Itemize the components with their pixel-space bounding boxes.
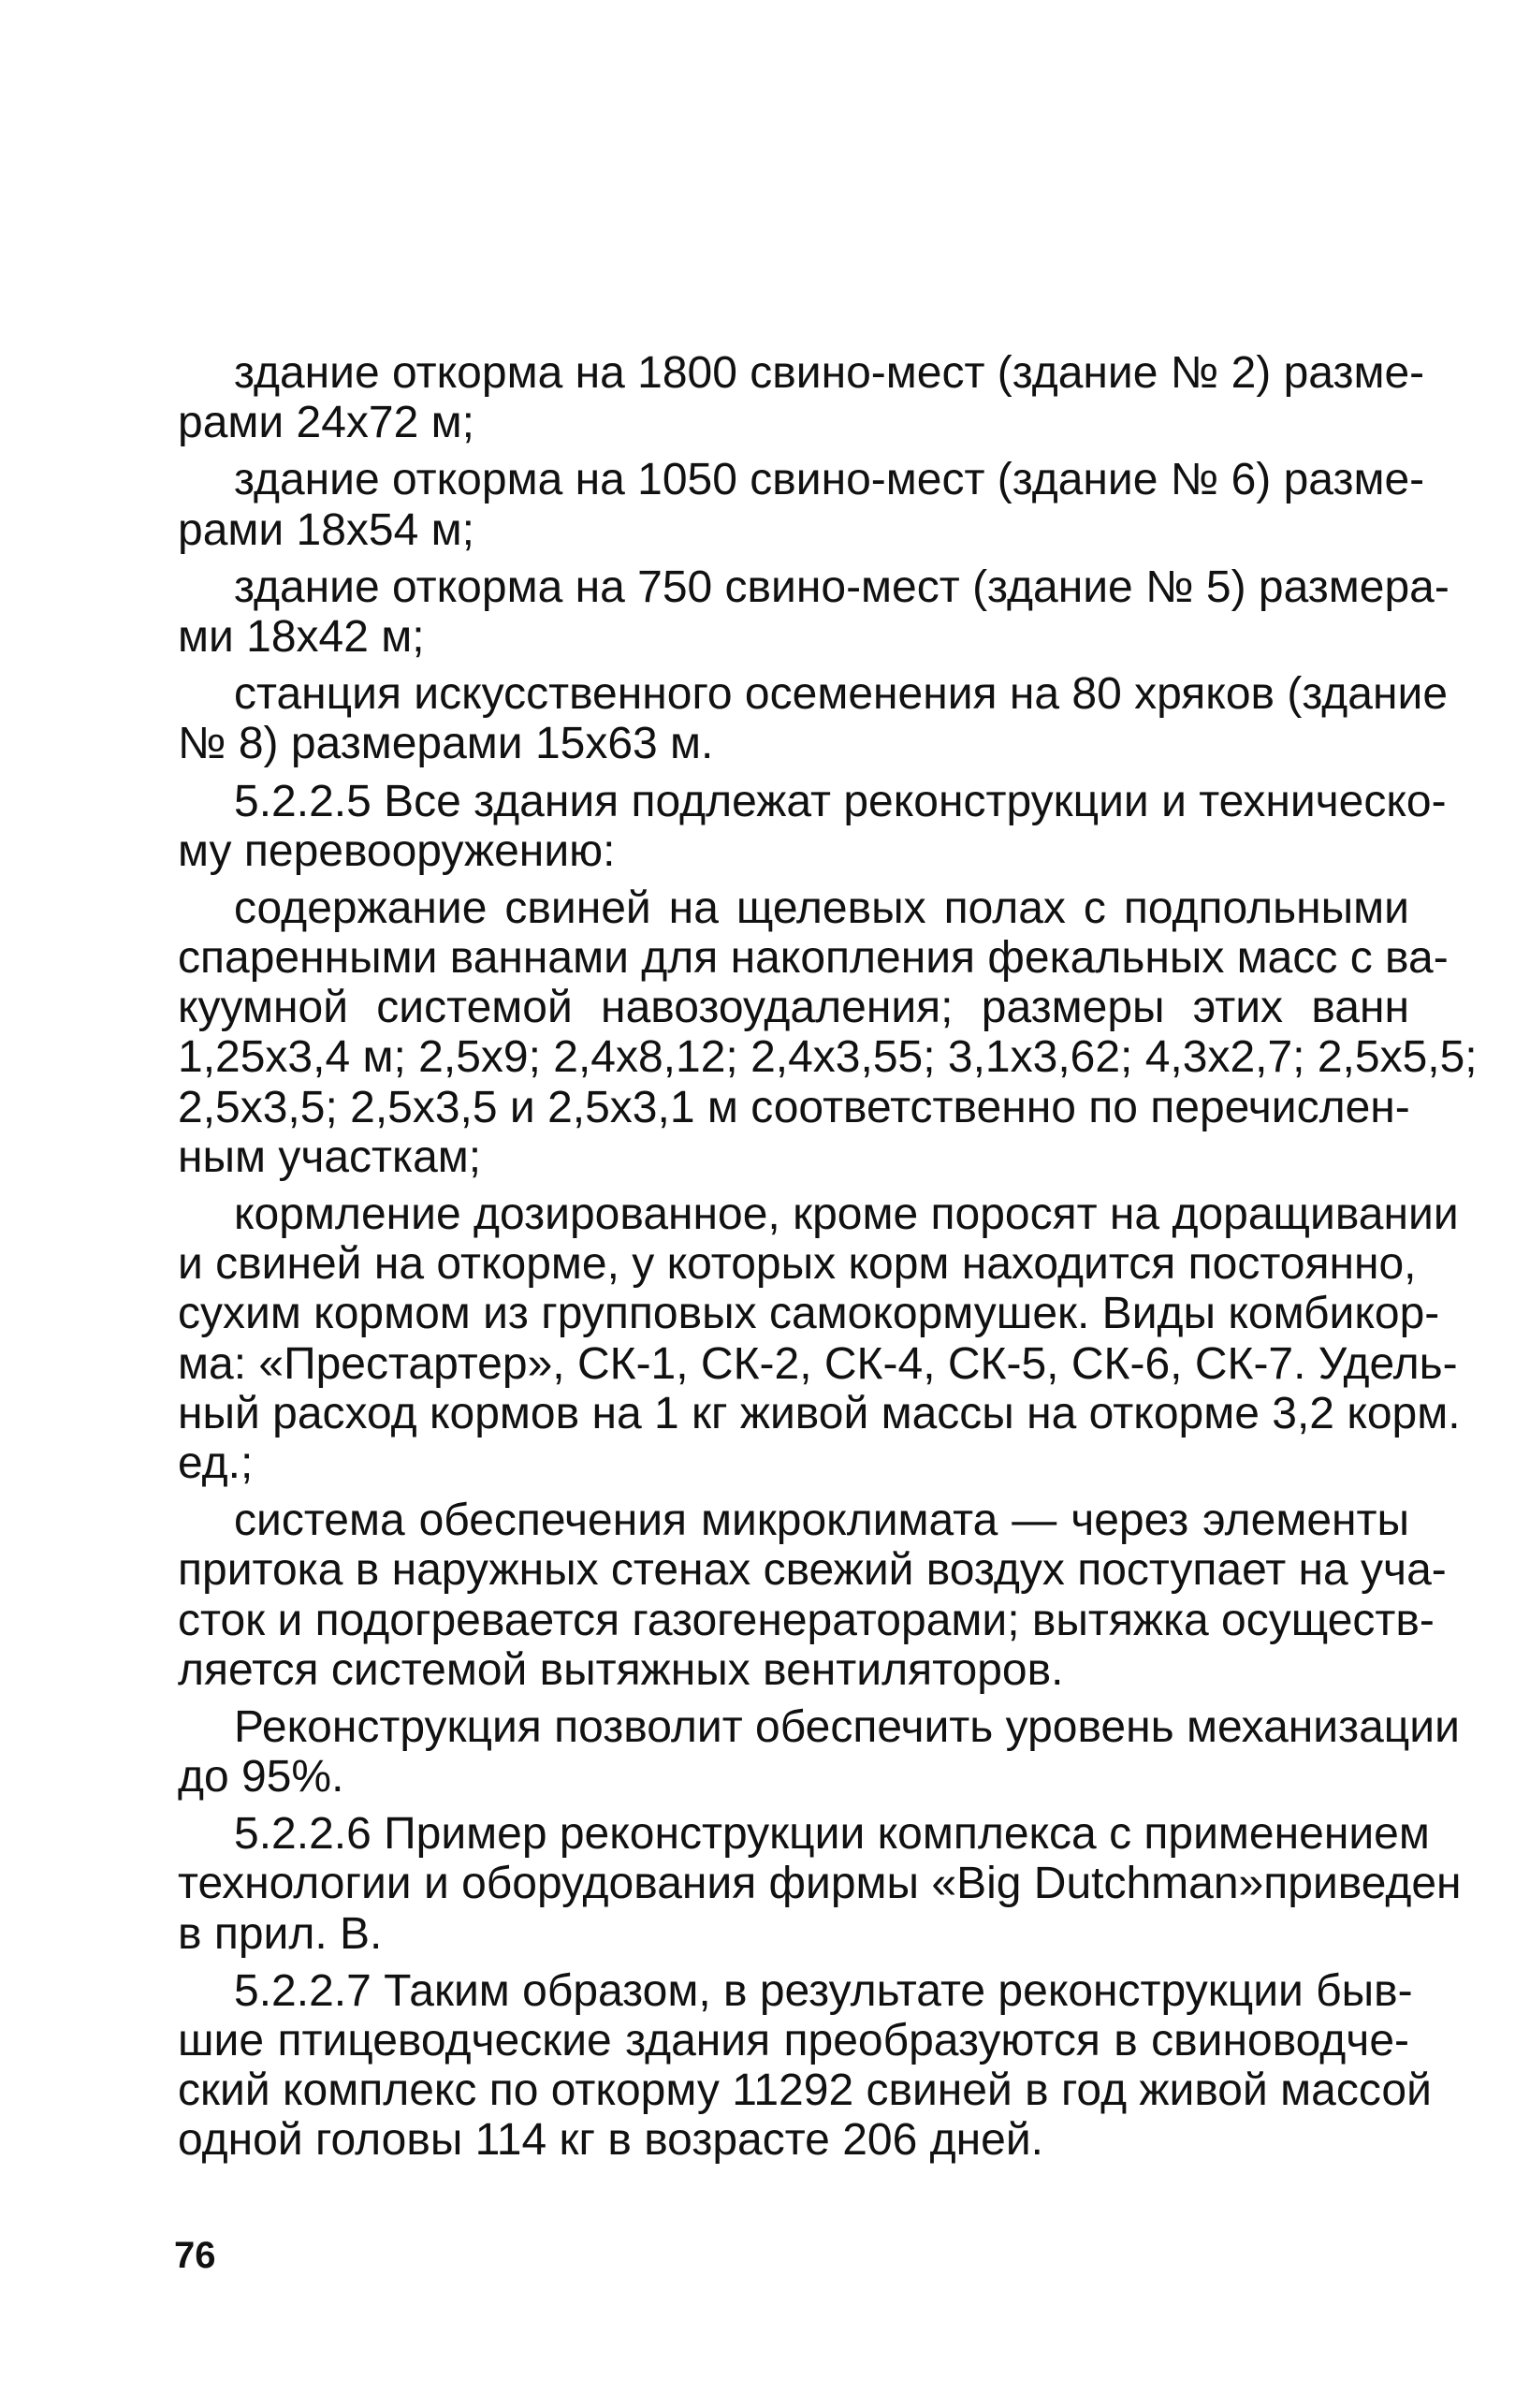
text-line: ляется системой вытяжных вентиляторов.	[178, 1644, 1064, 1695]
page-body	[178, 348, 1478, 2166]
text-line: ным участкам;	[178, 1131, 482, 1182]
paragraph	[178, 776, 1447, 876]
text-line: рами 24х72 м;	[178, 398, 474, 448]
paragraph	[178, 1965, 1432, 2166]
text-line: здание откорма на 1050 свино-мест (здание № 6) разме-	[234, 455, 1425, 505]
text-line: система обеспечения микроклимата — через элементы	[234, 1496, 1409, 1546]
text-line: здание откорма на 750 свино-мест (здание № 5) размера-	[234, 562, 1449, 612]
text-line: му перевооружению:	[178, 825, 616, 876]
text-line: и свиней на откорме, у которых корм находится постоянно,	[178, 1239, 1417, 1290]
text-line: № 8) размерами 15х63 м.	[178, 719, 714, 769]
text-line: одной головы 114 кг в возрасте 206 дней.	[178, 2115, 1043, 2166]
text-line: 1,25х3,4 м; 2,5х9; 2,4х8,12; 2,4х3,55; 3,1х3,62; 4,3х2,7; 2,5х5,5;	[178, 1032, 1478, 1083]
text-line: станция искусственного осеменения на 80 хряков (здание	[234, 669, 1449, 720]
text-line: куумной системой навозоудаления; размеры этих ванн	[178, 983, 1409, 1033]
text-line: Реконструкция позволит обеспечить уровень механизации	[234, 1701, 1460, 1752]
text-line: кормление дозированное, кроме поросят на доращивании	[234, 1189, 1459, 1239]
paragraph	[178, 1809, 1462, 1959]
text-line: сухим кормом из групповых самокормушек. Виды комбикор-	[178, 1289, 1440, 1339]
text-line: сток и подогревается газогенераторами; вытяжка осуществ-	[178, 1595, 1435, 1645]
text-line: до 95%.	[178, 1752, 344, 1802]
text-line: 5.2.2.6 Пример реконструкции комплекса с применением	[234, 1809, 1430, 1860]
text-line: ми 18х42 м;	[178, 611, 425, 662]
paragraph	[178, 1496, 1447, 1695]
text-line: здание откорма на 1800 свино-мест (здание № 2) разме-	[234, 348, 1425, 398]
text-line: 2,5х3,5; 2,5х3,5 и 2,5х3,1 м соответственно по перечислен-	[178, 1082, 1410, 1132]
paragraph	[178, 348, 1425, 448]
text-line: 5.2.2.5 Все здания подлежат реконструкции и техническо-	[234, 776, 1447, 826]
paragraph	[178, 669, 1449, 769]
text-line: шие птицеводческие здания преобразуются в свиноводче-	[178, 2016, 1409, 2065]
text-line: содержание свиней на щелевых полах с подпольными	[234, 883, 1409, 933]
text-line: ед.;	[178, 1438, 254, 1488]
text-line: притока в наружных стенах свежий воздух поступает на уча-	[178, 1545, 1447, 1596]
text-line: спаренными ваннами для накопления фекальных масс с ва-	[178, 933, 1449, 984]
text-line: 5.2.2.7 Таким образом, в результате реконструкции быв-	[234, 1965, 1413, 2016]
text-line: ский комплекс по откорму 11292 свиней в год живой массой	[178, 2065, 1432, 2116]
text-line: технологии и оборудования фирмы «Big Dutchman»приведен	[178, 1859, 1462, 1909]
text-line: рами 18х54 м;	[178, 504, 474, 555]
text-line: ный расход кормов на 1 кг живой массы на откорме 3,2 корм.	[178, 1388, 1461, 1438]
paragraph	[178, 562, 1449, 662]
paragraph	[178, 883, 1478, 1182]
page-number: 76	[174, 2235, 216, 2276]
text-line: ма: «Престартер», СК-1, СК-2, СК-4, СК-5, СК-6, СК-7. Удель-	[178, 1338, 1458, 1389]
text-line: в прил. В.	[178, 1908, 383, 1959]
paragraph	[178, 1189, 1461, 1488]
paragraph	[178, 455, 1425, 555]
paragraph	[178, 1701, 1460, 1802]
